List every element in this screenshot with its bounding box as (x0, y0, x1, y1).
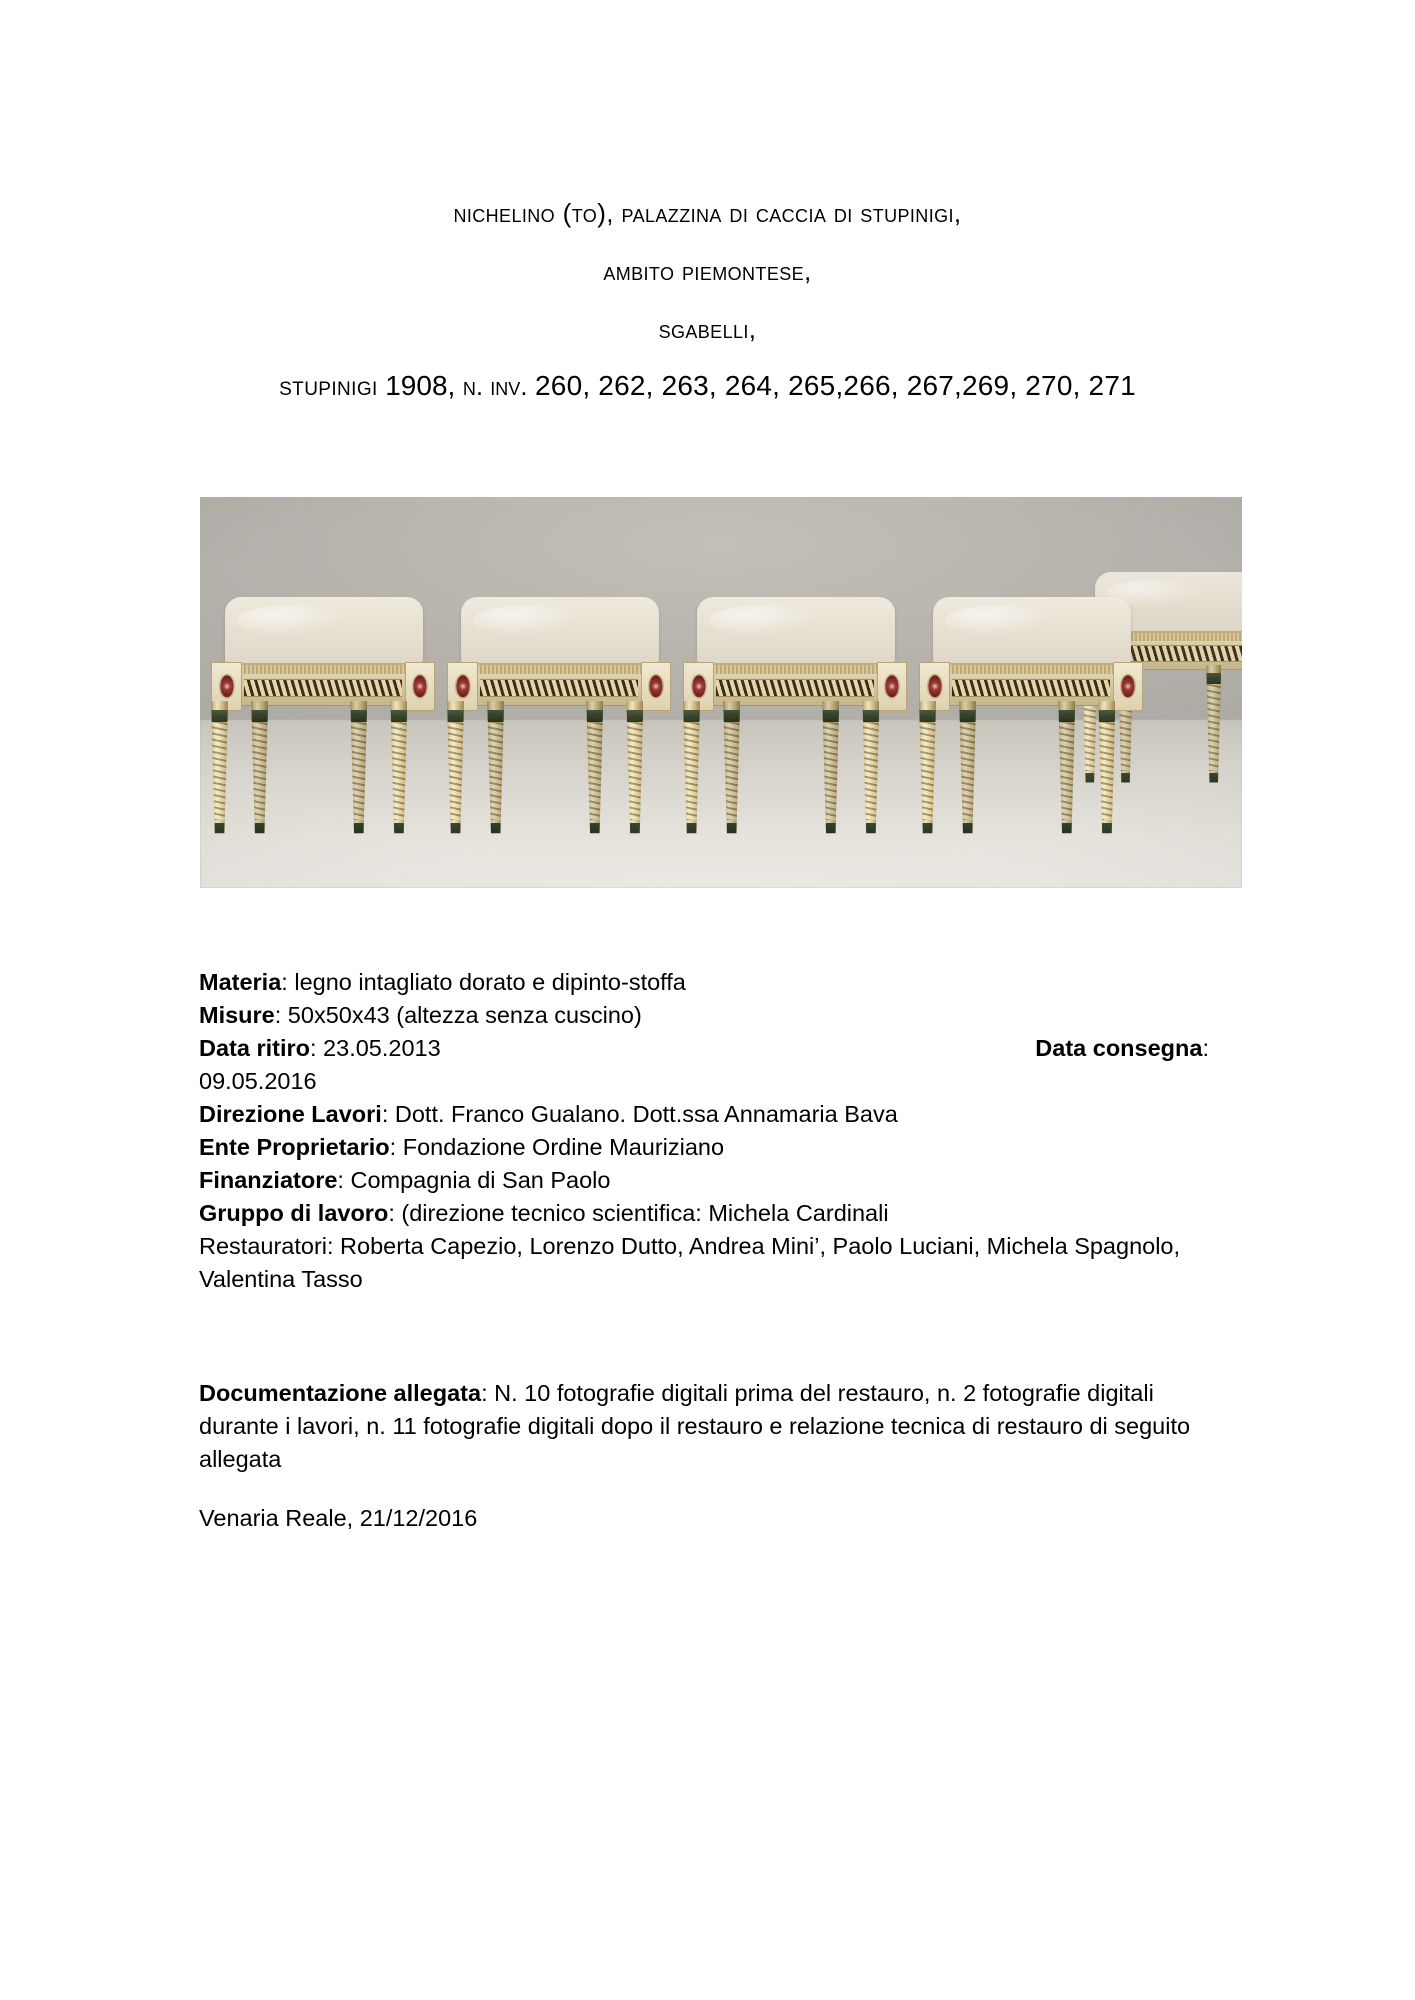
stool-foot (1101, 823, 1113, 835)
stool-leg (487, 701, 504, 833)
stool-legs (676, 701, 912, 833)
title-line-location: nichelino (to), palazzina di caccia di stupinigi, (453, 198, 962, 228)
title-line-inventory (0, 372, 1415, 400)
field-finanziatore-label: Finanziatore (199, 1167, 338, 1193)
stool-leg (959, 701, 976, 833)
field-data-consegna-label: Data consegna (1035, 1035, 1203, 1061)
artwork-photograph (200, 497, 1242, 888)
ribbon-twist-band (952, 679, 1110, 697)
stool-foot (865, 823, 877, 835)
stool-foot (393, 823, 405, 835)
field-materia-label: Materia (199, 969, 282, 995)
stool-cushion (933, 597, 1131, 665)
documentation-text: : N. 10 fotografie digitali prima del restauro, n. 2 fotografie digitali durante i lavori, n. 11 fotografie digitali dopo il restauro e relazione tecnica di restauro di seguito allegata (199, 1380, 1191, 1472)
ribbon-twist-band (716, 679, 874, 697)
documentation-paragraph (199, 1377, 1209, 1476)
field-data-consegna (1035, 1032, 1209, 1065)
stool-foot (589, 823, 601, 835)
stool-leg (350, 701, 367, 833)
rosette-ornament (413, 676, 426, 697)
stool-leg (390, 701, 407, 833)
field-finanziatore (199, 1164, 1209, 1197)
inventory-year: 1908, (385, 370, 456, 401)
rosette-ornament (220, 676, 233, 697)
stool-apron (921, 663, 1140, 706)
ribbon-twist-band (244, 679, 402, 697)
inventory-collection: stupinigi (279, 371, 378, 401)
stool-4 (912, 597, 1148, 833)
beaded-moulding (213, 665, 432, 674)
stool-leg (626, 701, 643, 833)
stool-3 (676, 597, 912, 833)
field-data-ritiro-value: : 23.05.2013 (310, 1035, 441, 1061)
rosette-ornament (885, 676, 898, 697)
stool-leg (919, 701, 936, 833)
stool-foot (254, 823, 266, 835)
stool-leg (683, 701, 700, 833)
field-direzione-lavori (199, 1098, 1209, 1131)
field-finanziatore-value: : Compagnia di San Paolo (337, 1167, 611, 1193)
stool-leg (723, 701, 740, 833)
field-date-row (199, 1032, 1209, 1065)
stool-foot (1061, 823, 1073, 835)
field-data-ritiro (199, 1032, 441, 1065)
field-data-consegna-value: 09.05.2016 (199, 1068, 317, 1094)
beaded-moulding (921, 665, 1140, 674)
field-misure-label: Misure (199, 1002, 275, 1028)
stool-leg (447, 701, 464, 833)
stool-foot (921, 823, 933, 835)
stool-leg (1058, 701, 1075, 833)
stool-leg (822, 701, 839, 833)
stool-leg (211, 701, 228, 833)
field-data-ritiro-label: Data ritiro (199, 1035, 310, 1061)
stool-1 (204, 597, 440, 833)
stool-foot (962, 823, 974, 835)
document-title-block (0, 200, 1415, 400)
stool-foot (490, 823, 502, 835)
stool-legs (204, 701, 440, 833)
stool-foot (353, 823, 365, 835)
stool-foot (629, 823, 641, 835)
rosette-ornament (1121, 676, 1134, 697)
inventory-numbers: 260, 262, 263, 264, 265,266, 267,269, 270, 271 (535, 370, 1136, 401)
stool-leg (586, 701, 603, 833)
stool-legs (440, 701, 676, 833)
field-restauratori: Restauratori: Roberta Capezio, Lorenzo Dutto, Andrea Mini’, Paolo Luciani, Michela Spagnolo, Valentina Tasso (199, 1233, 1181, 1292)
stool-foot (726, 823, 738, 835)
rosette-ornament (456, 676, 469, 697)
stool-foot (449, 823, 461, 835)
stool-foot (685, 823, 697, 835)
stool-cushion (461, 597, 659, 665)
field-ente-proprietario-label: Ente Proprietario (199, 1134, 390, 1160)
stool-leg (862, 701, 879, 833)
field-misure-value: : 50x50x43 (altezza senza cuscino) (274, 1002, 642, 1028)
field-ente-proprietario-value: : Fondazione Ordine Mauriziano (389, 1134, 725, 1160)
documentation-label: Documentazione allegata (199, 1380, 482, 1406)
beaded-moulding (449, 665, 668, 674)
rosette-ornament (928, 676, 941, 697)
field-data-consegna-value-row (199, 1065, 1209, 1098)
field-direzione-lavori-value: : Dott. Franco Gualano. Dott.ssa Annamaria Bava (381, 1101, 898, 1127)
stool-foot (1208, 773, 1219, 784)
stool-apron (213, 663, 432, 706)
signature-line: Venaria Reale, 21/12/2016 (199, 1505, 478, 1531)
stool-foot (825, 823, 837, 835)
stool-leg (1206, 665, 1221, 783)
field-gruppo-di-lavoro-value: : (direzione tecnico scientifica: Michela Cardinali (388, 1200, 889, 1226)
field-ente-proprietario (199, 1131, 1209, 1164)
field-gruppo-di-lavoro (199, 1197, 1209, 1230)
rosette-ornament (649, 676, 662, 697)
ribbon-twist-band (480, 679, 638, 697)
stool-legs (912, 701, 1148, 833)
stool-leg (251, 701, 268, 833)
stool-cushion (697, 597, 895, 665)
title-line-object: sgabelli, (658, 314, 757, 344)
field-materia (199, 966, 1209, 999)
stool-apron (685, 663, 904, 706)
beaded-moulding (685, 665, 904, 674)
stool-foot (213, 823, 225, 835)
field-gruppo-di-lavoro-label: Gruppo di lavoro (199, 1200, 389, 1226)
stool-cushion (225, 597, 423, 665)
catalogue-fields (199, 966, 1209, 1296)
stool-apron (449, 663, 668, 706)
field-misure (199, 999, 1209, 1032)
rosette-ornament (692, 676, 705, 697)
inventory-label: n. inv. (462, 371, 528, 401)
stool-leg (1098, 701, 1115, 833)
stool-2 (440, 597, 676, 833)
field-direzione-lavori-label: Direzione Lavori (199, 1101, 382, 1127)
title-line-school: ambito piemontese, (603, 256, 812, 286)
field-data-consegna-separator: : (1202, 1035, 1209, 1061)
field-materia-value: : legno intagliato dorato e dipinto-stoffa (281, 969, 686, 995)
